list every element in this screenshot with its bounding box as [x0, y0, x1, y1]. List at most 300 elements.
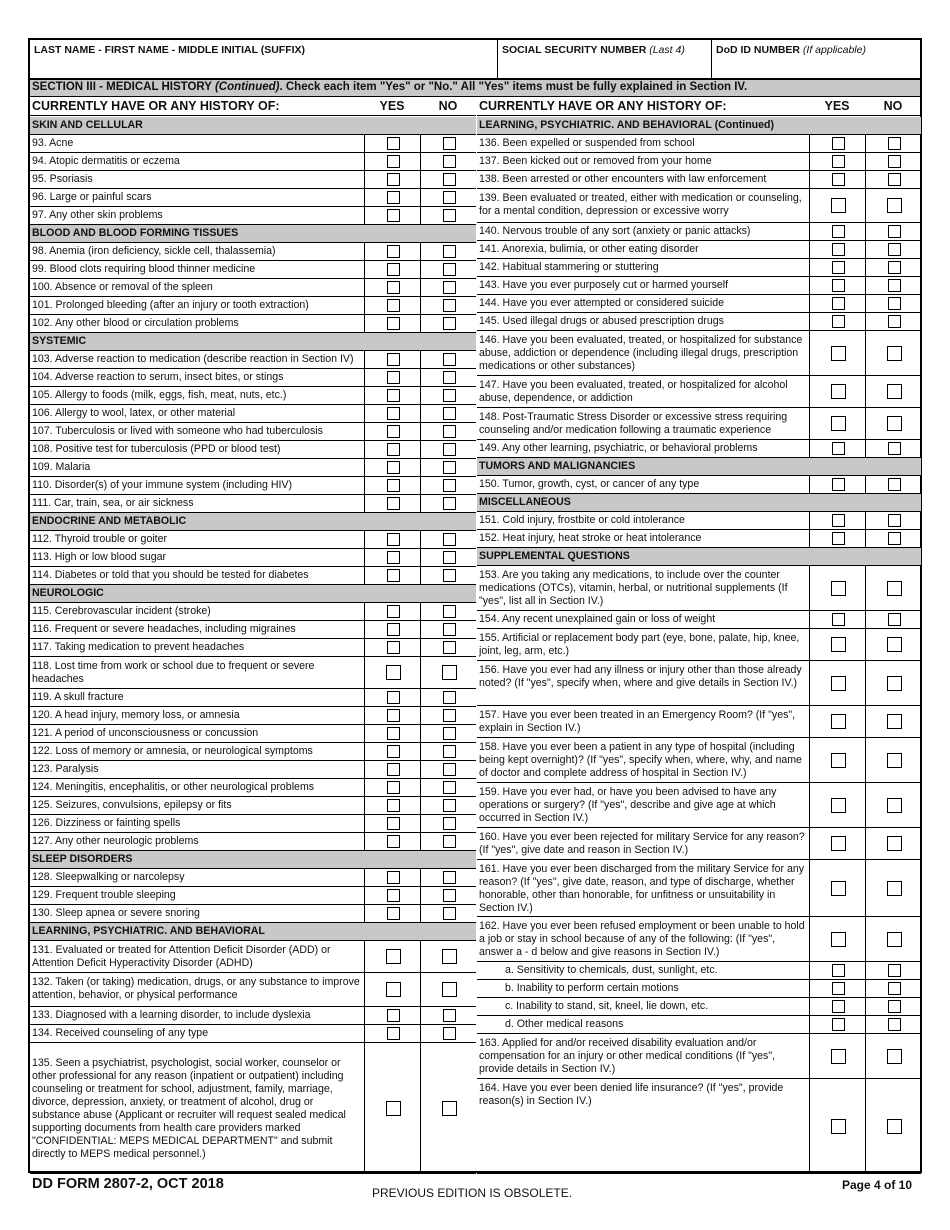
yes-cell [809, 611, 865, 628]
no-checkbox[interactable] [443, 317, 456, 330]
no-checkbox[interactable] [888, 982, 901, 995]
yes-cell [364, 905, 420, 922]
yes-cell [809, 828, 865, 859]
question-row [477, 611, 921, 629]
no-checkbox[interactable] [887, 581, 902, 596]
no-checkbox[interactable] [888, 532, 901, 545]
yes-checkbox[interactable] [387, 389, 400, 402]
yes-checkbox[interactable] [831, 346, 846, 361]
no-cell [865, 440, 921, 457]
yes-checkbox[interactable] [387, 209, 400, 222]
category-label: MISCELLANEOUS [479, 496, 571, 508]
question-row [30, 495, 476, 513]
no-cell [420, 869, 476, 886]
yes-checkbox[interactable] [387, 871, 400, 884]
no-cell [865, 611, 921, 628]
question-row [30, 315, 476, 333]
yes-cell [364, 531, 420, 548]
no-checkbox[interactable] [887, 346, 902, 361]
yes-checkbox[interactable] [387, 353, 400, 366]
no-checkbox[interactable] [443, 533, 456, 546]
no-checkbox[interactable] [888, 1000, 901, 1013]
question-text: 140. Nervous trouble of any sort (anxiety or panic attacks) [479, 225, 751, 237]
left-column-header [30, 97, 476, 116]
no-checkbox[interactable] [443, 1027, 456, 1040]
yes-checkbox[interactable] [832, 613, 845, 626]
category-header [477, 117, 921, 135]
question-text: 112. Thyroid trouble or goiter [32, 533, 168, 545]
yes-checkbox[interactable] [387, 709, 400, 722]
question-row [30, 833, 476, 851]
no-checkbox[interactable] [443, 799, 456, 812]
yes-checkbox[interactable] [831, 714, 846, 729]
no-cell [420, 315, 476, 332]
question-text: 101. Prolonged bleeding (after an injury or tooth extraction) [32, 299, 309, 311]
yes-checkbox[interactable] [387, 479, 400, 492]
no-checkbox[interactable] [443, 1009, 456, 1022]
no-checkbox[interactable] [888, 297, 901, 310]
question-text: 116. Frequent or severe headaches, including migraines [32, 623, 296, 635]
yes-cell [809, 171, 865, 188]
no-cell [865, 331, 921, 375]
no-cell [420, 779, 476, 796]
question-row [30, 387, 476, 405]
category-header [477, 494, 921, 512]
no-checkbox[interactable] [443, 889, 456, 902]
dod-id-field[interactable] [712, 40, 920, 78]
no-checkbox[interactable] [887, 836, 902, 851]
yes-cell [809, 661, 865, 705]
no-checkbox[interactable] [887, 714, 902, 729]
yes-cell [364, 495, 420, 512]
no-checkbox[interactable] [443, 727, 456, 740]
no-checkbox[interactable] [443, 763, 456, 776]
no-checkbox[interactable] [443, 551, 456, 564]
yes-cell [809, 135, 865, 152]
question-row [30, 1043, 476, 1174]
question-text: 160. Have you ever been rejected for military Service for any reason? (If "yes", give date and reason in Section IV.) [479, 831, 805, 856]
yes-checkbox[interactable] [387, 443, 400, 456]
yes-checkbox[interactable] [832, 964, 845, 977]
no-cell [420, 603, 476, 620]
question-text: 119. A skull fracture [32, 691, 124, 703]
category-header [30, 117, 476, 135]
form-id: DD FORM 2807-2, OCT 2018 [32, 1176, 224, 1192]
yes-cell [364, 207, 420, 224]
yes-checkbox[interactable] [387, 799, 400, 812]
yes-checkbox[interactable] [831, 676, 846, 691]
yes-checkbox[interactable] [387, 781, 400, 794]
question-text: 153. Are you taking any medications, to include over the counter medications (OTCs), vitamin, herbal, or nutritional supplements (If "yes", list all in Section IV.) [479, 569, 788, 607]
yes-header: YES [379, 99, 405, 113]
yes-cell [809, 1034, 865, 1078]
question-text: 98. Anemia (iron deficiency, sickle cell, thalassemia) [32, 245, 276, 257]
section-title-b: (Continued) [214, 81, 280, 93]
yes-checkbox[interactable] [387, 1027, 400, 1040]
yes-cell [809, 153, 865, 170]
yes-checkbox[interactable] [387, 889, 400, 902]
yes-cell [809, 566, 865, 610]
yes-checkbox[interactable] [387, 263, 400, 276]
no-checkbox[interactable] [888, 964, 901, 977]
question-text: 105. Allergy to foods (milk, eggs, fish, meat, nuts, etc.) [32, 389, 287, 401]
no-checkbox[interactable] [443, 389, 456, 402]
no-checkbox[interactable] [443, 835, 456, 848]
no-checkbox[interactable] [443, 641, 456, 654]
question-text: c. Inability to stand, sit, kneel, lie down, etc. [505, 1000, 709, 1012]
question-text: 130. Sleep apnea or severe snoring [32, 907, 200, 919]
yes-cell [364, 171, 420, 188]
yes-cell [364, 887, 420, 904]
category-header [30, 333, 476, 351]
no-checkbox[interactable] [443, 155, 456, 168]
yes-checkbox[interactable] [387, 173, 400, 186]
question-text: 107. Tuberculosis or lived with someone who had tuberculosis [32, 425, 323, 437]
dod-note: (If applicable) [802, 44, 866, 56]
yes-checkbox[interactable] [831, 637, 846, 652]
question-text: 118. Lost time from work or school due to frequent or severe headaches [32, 660, 315, 685]
question-text: 127. Any other neurologic problems [32, 835, 199, 847]
no-checkbox[interactable] [443, 871, 456, 884]
no-cell [420, 369, 476, 386]
yes-checkbox[interactable] [831, 798, 846, 813]
section-title [30, 80, 920, 97]
no-checkbox[interactable] [888, 225, 901, 238]
no-checkbox[interactable] [888, 478, 901, 491]
yes-checkbox[interactable] [387, 299, 400, 312]
no-checkbox[interactable] [887, 676, 902, 691]
yes-cell [364, 567, 420, 584]
question-text: 141. Anorexia, bulimia, or other eating disorder [479, 243, 699, 255]
yes-cell [809, 530, 865, 547]
question-row [30, 761, 476, 779]
question-text: 106. Allergy to wool, latex, or other material [32, 407, 236, 419]
yes-checkbox[interactable] [387, 155, 400, 168]
yes-checkbox[interactable] [387, 137, 400, 150]
no-checkbox[interactable] [443, 137, 456, 150]
no-checkbox[interactable] [888, 315, 901, 328]
yes-cell [364, 135, 420, 152]
question-text: 121. A period of unconsciousness or concussion [32, 727, 259, 739]
yes-checkbox[interactable] [831, 581, 846, 596]
yes-checkbox[interactable] [832, 261, 845, 274]
no-checkbox[interactable] [443, 605, 456, 618]
no-checkbox[interactable] [443, 263, 456, 276]
no-checkbox[interactable] [443, 281, 456, 294]
yes-checkbox[interactable] [387, 191, 400, 204]
no-checkbox[interactable] [888, 442, 901, 455]
question-row [477, 661, 921, 706]
yes-checkbox[interactable] [832, 243, 845, 256]
no-cell [420, 567, 476, 584]
ssn-label: SOCIAL SECURITY NUMBER [502, 44, 647, 56]
no-cell [420, 689, 476, 706]
question-row [30, 405, 476, 423]
question-row [477, 783, 921, 828]
question-text: 115. Cerebrovascular incident (stroke) [32, 605, 211, 617]
question-row [477, 860, 921, 917]
no-checkbox[interactable] [443, 371, 456, 384]
question-row [477, 512, 921, 530]
no-cell [420, 405, 476, 422]
question-row [30, 189, 476, 207]
yes-checkbox[interactable] [387, 605, 400, 618]
category-header [477, 458, 921, 476]
ssn-field[interactable] [498, 40, 712, 78]
yes-cell [364, 297, 420, 314]
no-checkbox[interactable] [887, 798, 902, 813]
no-cell [420, 1025, 476, 1042]
no-cell [865, 241, 921, 258]
question-row [30, 423, 476, 441]
question-row [477, 153, 921, 171]
yes-checkbox[interactable] [831, 881, 846, 896]
category-header [30, 923, 476, 941]
yes-checkbox[interactable] [831, 753, 846, 768]
no-checkbox[interactable] [888, 261, 901, 274]
question-row [30, 135, 476, 153]
no-cell [865, 295, 921, 312]
yes-checkbox[interactable] [832, 442, 845, 455]
no-checkbox[interactable] [888, 137, 901, 150]
no-cell [865, 738, 921, 782]
no-checkbox[interactable] [443, 461, 456, 474]
yes-cell [364, 1043, 420, 1173]
category-header [477, 548, 921, 566]
yes-checkbox[interactable] [832, 155, 845, 168]
yes-checkbox[interactable] [387, 907, 400, 920]
question-row [30, 459, 476, 477]
category-label: SUPPLEMENTAL QUESTIONS [479, 550, 630, 562]
yes-cell [809, 860, 865, 916]
no-cell [420, 171, 476, 188]
yes-cell [364, 833, 420, 850]
yes-checkbox[interactable] [832, 982, 845, 995]
question-row [477, 917, 921, 962]
no-checkbox[interactable] [443, 817, 456, 830]
question-row [477, 1079, 921, 1174]
yes-checkbox[interactable] [832, 297, 845, 310]
yes-cell [364, 423, 420, 440]
question-row [477, 223, 921, 241]
yes-cell [364, 869, 420, 886]
no-checkbox[interactable] [887, 198, 902, 213]
no-cell [865, 530, 921, 547]
yes-cell [809, 998, 865, 1015]
no-cell [420, 905, 476, 922]
yes-checkbox[interactable] [387, 533, 400, 546]
yes-checkbox[interactable] [387, 551, 400, 564]
no-checkbox[interactable] [442, 1101, 457, 1116]
no-checkbox[interactable] [443, 745, 456, 758]
no-cell [865, 661, 921, 705]
no-checkbox[interactable] [443, 299, 456, 312]
no-cell [420, 797, 476, 814]
name-field[interactable] [30, 40, 498, 78]
question-text: 152. Heat injury, heat stroke or heat intolerance [479, 532, 702, 544]
yes-cell [364, 797, 420, 814]
yes-checkbox[interactable] [387, 317, 400, 330]
no-checkbox[interactable] [887, 1049, 902, 1064]
yes-checkbox[interactable] [831, 1119, 846, 1134]
yes-checkbox[interactable] [832, 532, 845, 545]
question-text: 133. Diagnosed with a learning disorder, to include dyslexia [32, 1009, 311, 1021]
no-checkbox[interactable] [888, 155, 901, 168]
section-title-a: SECTION III - MEDICAL HISTORY [32, 81, 215, 93]
question-row [30, 153, 476, 171]
no-cell [865, 998, 921, 1015]
yes-checkbox[interactable] [832, 478, 845, 491]
question-row [477, 566, 921, 611]
no-checkbox[interactable] [887, 753, 902, 768]
yes-checkbox[interactable] [387, 407, 400, 420]
yes-cell [364, 621, 420, 638]
yes-checkbox[interactable] [832, 137, 845, 150]
question-text: 120. A head injury, memory loss, or amnesia [32, 709, 240, 721]
yes-cell [809, 706, 865, 737]
yes-checkbox[interactable] [832, 225, 845, 238]
yes-checkbox[interactable] [387, 461, 400, 474]
yes-cell [809, 962, 865, 979]
no-checkbox[interactable] [442, 982, 457, 997]
no-checkbox[interactable] [887, 932, 902, 947]
yes-checkbox[interactable] [387, 425, 400, 438]
question-text: 164. Have you ever been denied life insurance? (If "yes", provide reason(s) in Section IV.) [479, 1082, 784, 1107]
yes-checkbox[interactable] [387, 763, 400, 776]
yes-checkbox[interactable] [387, 497, 400, 510]
yes-checkbox[interactable] [386, 665, 401, 680]
yes-checkbox[interactable] [387, 1009, 400, 1022]
question-row [477, 476, 921, 494]
yes-checkbox[interactable] [831, 384, 846, 399]
no-checkbox[interactable] [888, 1018, 901, 1031]
question-row [30, 689, 476, 707]
yes-checkbox[interactable] [832, 1018, 845, 1031]
yes-checkbox[interactable] [386, 1101, 401, 1116]
yes-checkbox[interactable] [832, 315, 845, 328]
yes-checkbox[interactable] [831, 416, 846, 431]
no-checkbox[interactable] [443, 443, 456, 456]
no-checkbox[interactable] [443, 425, 456, 438]
yes-cell [364, 779, 420, 796]
question-text: 156. Have you ever had any illness or injury other than those already noted? (If "yes", specify when, where and give details in Section IV.) [479, 664, 802, 689]
yes-checkbox[interactable] [831, 836, 846, 851]
no-checkbox[interactable] [887, 416, 902, 431]
yes-checkbox[interactable] [387, 835, 400, 848]
question-text: b. Inability to perform certain motions [505, 982, 679, 994]
question-row [477, 440, 921, 458]
yes-cell [364, 243, 420, 260]
no-checkbox[interactable] [443, 353, 456, 366]
no-checkbox[interactable] [888, 613, 901, 626]
no-cell [865, 223, 921, 240]
question-row [30, 941, 476, 973]
yes-checkbox[interactable] [831, 932, 846, 947]
no-cell [865, 189, 921, 222]
no-checkbox[interactable] [443, 691, 456, 704]
no-checkbox[interactable] [443, 497, 456, 510]
yes-checkbox[interactable] [386, 949, 401, 964]
question-text: 143. Have you ever purposely cut or harmed yourself [479, 279, 729, 291]
no-checkbox[interactable] [888, 279, 901, 292]
yes-checkbox[interactable] [387, 623, 400, 636]
yes-checkbox[interactable] [387, 371, 400, 384]
no-checkbox[interactable] [443, 569, 456, 582]
no-checkbox[interactable] [443, 173, 456, 186]
no-checkbox[interactable] [443, 209, 456, 222]
no-cell [420, 621, 476, 638]
yes-checkbox[interactable] [387, 691, 400, 704]
no-checkbox[interactable] [443, 407, 456, 420]
question-text: 96. Large or painful scars [32, 191, 152, 203]
no-checkbox[interactable] [888, 514, 901, 527]
no-checkbox[interactable] [443, 623, 456, 636]
yes-checkbox[interactable] [387, 641, 400, 654]
no-checkbox[interactable] [443, 479, 456, 492]
yes-checkbox[interactable] [386, 982, 401, 997]
no-checkbox[interactable] [443, 709, 456, 722]
category-label: LEARNING, PSYCHIATRIC. AND BEHAVIORAL (Continued) [479, 119, 775, 131]
yes-cell [364, 315, 420, 332]
category-label: BLOOD AND BLOOD FORMING TISSUES [32, 227, 239, 239]
question-text: 122. Loss of memory or amnesia, or neurological symptoms [32, 745, 313, 757]
yes-checkbox[interactable] [387, 817, 400, 830]
yes-checkbox[interactable] [832, 1000, 845, 1013]
no-cell [865, 376, 921, 407]
no-checkbox[interactable] [442, 949, 457, 964]
yes-checkbox[interactable] [387, 245, 400, 258]
question-text: 144. Have you ever attempted or considered suicide [479, 297, 724, 309]
yes-checkbox[interactable] [387, 569, 400, 582]
no-checkbox[interactable] [443, 191, 456, 204]
yes-cell [364, 761, 420, 778]
yes-cell [364, 815, 420, 832]
yes-checkbox[interactable] [832, 279, 845, 292]
no-cell [865, 476, 921, 493]
no-checkbox[interactable] [887, 637, 902, 652]
no-cell [420, 815, 476, 832]
no-checkbox[interactable] [887, 1119, 902, 1134]
no-cell [865, 783, 921, 827]
question-row [30, 261, 476, 279]
no-checkbox[interactable] [443, 245, 456, 258]
no-checkbox[interactable] [887, 384, 902, 399]
yes-checkbox[interactable] [387, 745, 400, 758]
question-row [477, 962, 921, 980]
no-checkbox[interactable] [443, 907, 456, 920]
no-cell [420, 279, 476, 296]
no-cell [865, 917, 921, 961]
question-row [30, 351, 476, 369]
no-cell [420, 297, 476, 314]
no-checkbox[interactable] [888, 173, 901, 186]
no-checkbox[interactable] [442, 665, 457, 680]
no-checkbox[interactable] [887, 881, 902, 896]
yes-checkbox[interactable] [831, 1049, 846, 1064]
no-checkbox[interactable] [443, 781, 456, 794]
question-text: 95. Psoriasis [32, 173, 93, 185]
question-text: 97. Any other skin problems [32, 209, 163, 221]
question-text: 151. Cold injury, frostbite or cold intolerance [479, 514, 685, 526]
yes-checkbox[interactable] [832, 514, 845, 527]
yes-checkbox[interactable] [831, 198, 846, 213]
yes-checkbox[interactable] [387, 727, 400, 740]
yes-checkbox[interactable] [832, 173, 845, 186]
yes-checkbox[interactable] [387, 281, 400, 294]
no-checkbox[interactable] [888, 243, 901, 256]
yes-cell [809, 738, 865, 782]
question-row [477, 295, 921, 313]
